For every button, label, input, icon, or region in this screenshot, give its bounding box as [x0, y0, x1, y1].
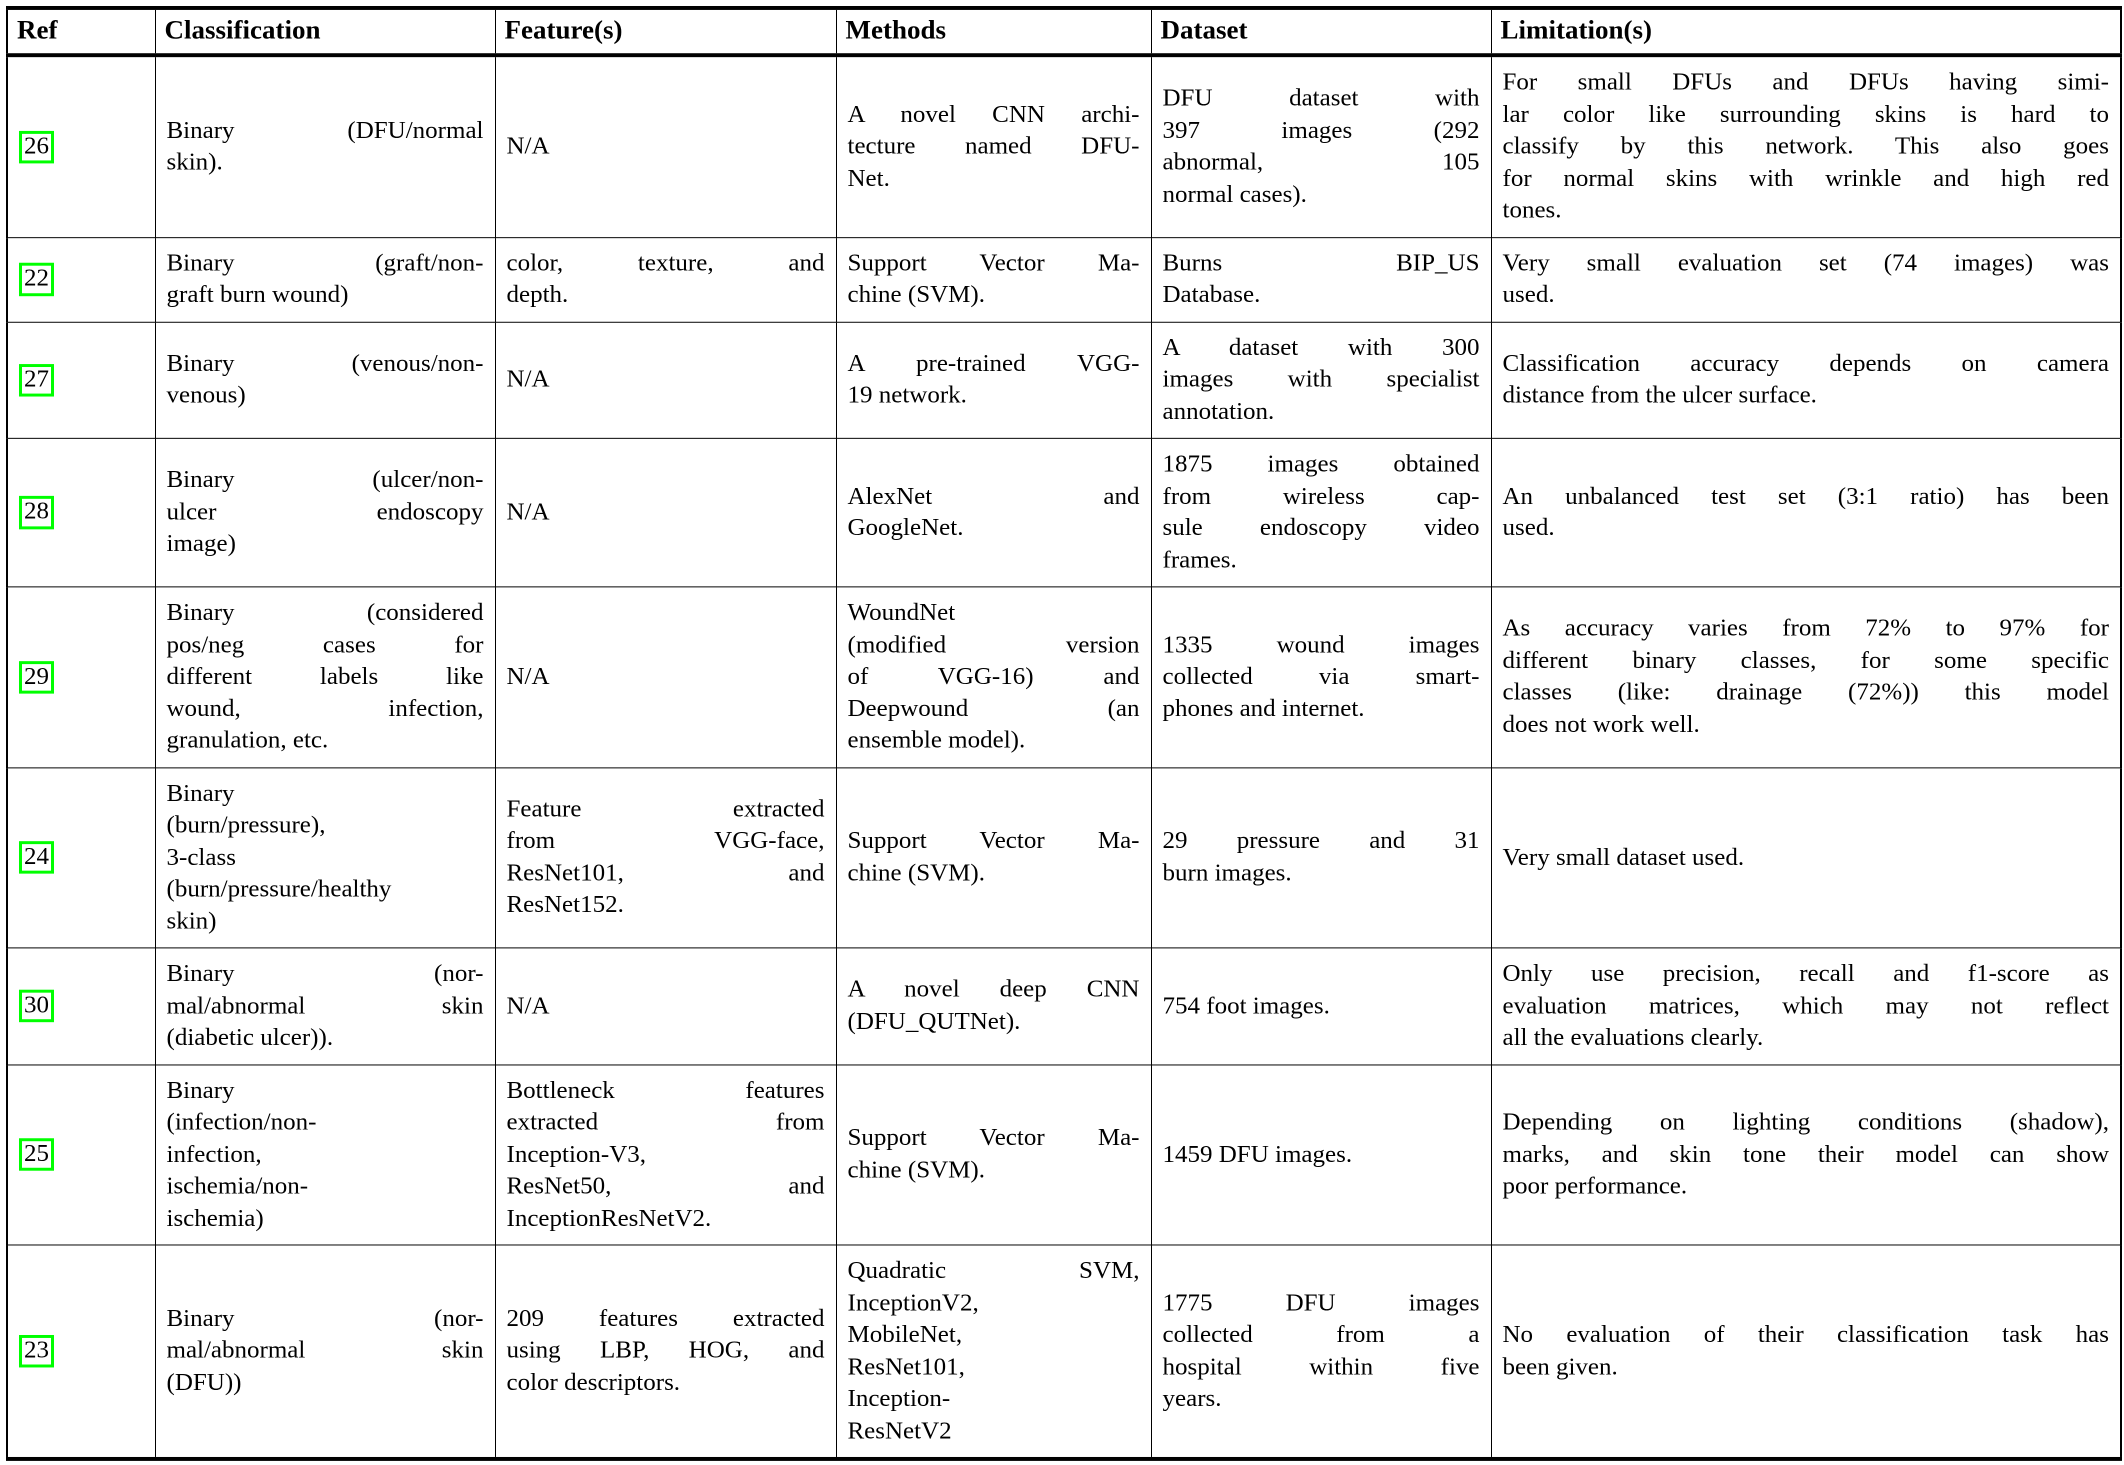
text-line: of VGG-16) and — [847, 663, 1140, 690]
cell-dataset-text — [1163, 826, 1480, 890]
text-line: hospital within five — [1162, 1353, 1480, 1380]
cell-ref — [7, 237, 155, 322]
text-line: been given. — [1502, 1353, 1618, 1380]
text-line: chine (SVM). — [847, 859, 985, 887]
cell-classification-text — [167, 348, 484, 412]
text-line: 3-class — [166, 843, 236, 871]
cell-classification-text — [167, 1075, 484, 1235]
cell-classification — [155, 1245, 495, 1459]
cell-limitations-text — [1503, 958, 2110, 1054]
column-header-limitations: Limitation(s) — [1491, 8, 2121, 55]
cell-features-text — [507, 794, 825, 922]
text-line: A dataset with 300 — [1162, 334, 1480, 361]
cell-classification-text — [167, 465, 484, 561]
text-line: phones and internet. — [1162, 695, 1365, 722]
cell-methods-text — [848, 597, 1140, 757]
text-line: N/A — [506, 132, 550, 160]
text-line: wound, infection, — [166, 695, 484, 722]
text-line: N/A — [506, 663, 550, 690]
text-line: Burns BIP_US — [1162, 249, 1480, 277]
text-line: skin) — [166, 907, 217, 935]
text-line: images with specialist — [1162, 366, 1480, 393]
text-line: Binary (considered — [166, 599, 484, 626]
cell-limitations-text — [1503, 248, 2110, 312]
cell-classification — [155, 1065, 495, 1246]
text-line: InceptionResNetV2. — [506, 1204, 712, 1232]
cell-features-text — [507, 1303, 825, 1399]
text-line: Binary (nor- — [166, 960, 484, 987]
text-line: ResNet101, — [847, 1353, 965, 1380]
text-line: lar color like surrounding skins is hard to — [1502, 101, 2109, 128]
column-header-features: Feature(s) — [495, 8, 836, 55]
cell-methods — [836, 587, 1151, 768]
text-line: from wireless cap- — [1162, 482, 1480, 510]
text-line: An unbalanced test set (3:1 ratio) has been — [1502, 482, 2109, 510]
cell-dataset — [1151, 767, 1491, 948]
cell-limitations-text — [1503, 1319, 2110, 1383]
cell-limitations-text — [1503, 481, 2110, 545]
cell-features-text — [507, 131, 825, 163]
text-line: image) — [166, 530, 236, 558]
cell-methods-text — [848, 1123, 1140, 1187]
cell-classification — [155, 322, 495, 439]
citation-link[interactable]: 25 — [19, 1138, 54, 1171]
text-line: ResNet101, and — [506, 859, 825, 887]
cell-limitations — [1491, 237, 2121, 322]
text-line: 397 images (292 — [1162, 117, 1480, 144]
cell-methods — [836, 1245, 1151, 1459]
citation-link[interactable]: 30 — [19, 990, 54, 1023]
text-line: 29 pressure and 31 — [1162, 827, 1480, 855]
text-line: graft burn wound) — [166, 281, 349, 309]
text-line: collected via smart- — [1162, 663, 1480, 690]
text-line: N/A — [506, 992, 550, 1019]
text-line: (DFU_QUTNet). — [847, 1008, 1021, 1035]
text-line: for normal skins with wrinkle and high red — [1502, 164, 2109, 192]
cell-features — [495, 767, 836, 948]
cell-ref — [7, 767, 155, 948]
text-line: 1335 wound images — [1162, 631, 1480, 658]
text-line: Classification accuracy depends on camera — [1502, 350, 2109, 377]
text-line: Database. — [1162, 281, 1261, 309]
text-line: N/A — [506, 498, 550, 526]
cell-methods — [836, 237, 1151, 322]
text-line: extracted from — [506, 1108, 825, 1136]
text-line: Inception- — [847, 1385, 951, 1412]
cell-classification-text — [167, 778, 484, 938]
text-line: burn images. — [1162, 859, 1292, 887]
cell-methods — [836, 948, 1151, 1065]
text-line: Support Vector Ma- — [847, 827, 1140, 855]
cell-dataset-text — [1163, 990, 1480, 1022]
cell-classification — [155, 438, 495, 587]
text-line: Binary (ulcer/non- — [166, 466, 484, 494]
cell-classification-text — [167, 248, 484, 312]
cell-ref — [7, 948, 155, 1065]
text-line: Binary (venous/non- — [166, 350, 484, 377]
cell-features-text — [507, 248, 825, 312]
table-row — [7, 237, 2121, 322]
cell-dataset-text — [1163, 449, 1480, 577]
citation-link[interactable]: 24 — [19, 841, 54, 874]
cell-dataset — [1151, 1245, 1491, 1459]
text-line: Very small evaluation set (74 images) was — [1502, 249, 2109, 277]
text-line: Binary (DFU/normal — [166, 117, 484, 144]
text-line: Only use precision, recall and f1-score as — [1502, 960, 2109, 987]
cell-features-text — [507, 661, 825, 693]
cell-dataset — [1151, 438, 1491, 587]
cell-limitations — [1491, 55, 2121, 237]
text-line: Feature extracted — [506, 795, 825, 823]
text-line: classes (like: drainage (72%)) this model — [1502, 679, 2109, 706]
cell-methods — [836, 767, 1151, 948]
text-line: No evaluation of their classification task has — [1502, 1321, 2109, 1348]
cell-ref — [7, 1065, 155, 1246]
cell-limitations-text — [1503, 842, 2110, 874]
text-line: WoundNet — [847, 599, 956, 626]
column-header-classification: Classification — [155, 8, 495, 55]
text-line: pos/neg cases for — [166, 631, 484, 658]
text-line: Binary — [166, 779, 235, 807]
table-row — [7, 767, 2121, 948]
cell-features — [495, 587, 836, 768]
header-row — [7, 8, 2121, 55]
table-row — [7, 1065, 2121, 1246]
text-line: annotation. — [1162, 398, 1275, 425]
table-row — [7, 587, 2121, 768]
text-line: Bottleneck features — [506, 1076, 825, 1104]
text-line: 19 network. — [847, 382, 967, 409]
citation-link[interactable]: 22 — [19, 263, 54, 296]
text-line: 1875 images obtained — [1162, 450, 1480, 478]
cell-dataset — [1151, 587, 1491, 768]
text-line: MobileNet, — [847, 1321, 963, 1348]
cell-features — [495, 55, 836, 237]
cell-features — [495, 322, 836, 439]
column-header-methods: Methods — [836, 8, 1151, 55]
cell-features-text — [507, 990, 825, 1022]
cell-features — [495, 438, 836, 587]
cell-dataset — [1151, 55, 1491, 237]
text-line: normal cases). — [1162, 180, 1307, 208]
citation-link[interactable]: 26 — [19, 131, 54, 164]
text-line: ResNet50, and — [506, 1172, 825, 1200]
cell-ref — [7, 1245, 155, 1459]
cell-dataset-text — [1163, 629, 1480, 725]
text-line: from VGG-face, — [506, 827, 825, 855]
text-line: Binary — [166, 1076, 235, 1104]
text-line: Net. — [847, 164, 890, 192]
cell-methods — [836, 1065, 1151, 1246]
text-line: mal/abnormal skin — [166, 992, 484, 1019]
text-line: using LBP, HOG, and — [506, 1337, 825, 1364]
citation-link[interactable]: 23 — [19, 1335, 54, 1368]
text-line: ResNet152. — [506, 891, 624, 919]
text-line: infection, — [166, 1140, 262, 1168]
text-line: ischemia) — [166, 1204, 264, 1232]
text-line: used. — [1502, 514, 1555, 542]
text-line: InceptionV2, — [847, 1289, 979, 1316]
text-line: ResNetV2 — [847, 1417, 952, 1444]
cell-classification-text — [167, 958, 484, 1054]
cell-limitations — [1491, 438, 2121, 587]
cell-ref — [7, 438, 155, 587]
cell-features — [495, 237, 836, 322]
cell-dataset-text — [1163, 1139, 1480, 1171]
text-line: As accuracy varies from 72% to 97% for — [1502, 615, 2109, 642]
text-line: Deepwound (an — [847, 695, 1140, 722]
cell-features — [495, 948, 836, 1065]
cell-dataset-text — [1163, 83, 1480, 211]
text-line: tones. — [1502, 196, 1562, 224]
cell-classification-text — [167, 115, 484, 179]
cell-dataset — [1151, 237, 1491, 322]
cell-dataset — [1151, 322, 1491, 439]
text-line: years. — [1162, 1385, 1222, 1412]
cell-dataset-text — [1163, 332, 1480, 428]
text-line: mal/abnormal skin — [166, 1337, 484, 1364]
text-line: (burn/pressure/healthy — [166, 875, 392, 903]
text-line: N/A — [506, 366, 550, 393]
text-line: tecture named DFU- — [847, 132, 1140, 160]
cell-methods-text — [848, 974, 1140, 1038]
text-line: distance from the ulcer surface. — [1502, 382, 1817, 409]
cell-ref — [7, 587, 155, 768]
text-line: Depending on lighting conditions (shadow), — [1502, 1108, 2109, 1136]
table-row — [7, 322, 2121, 439]
cell-methods-text — [848, 99, 1140, 195]
citation-link[interactable]: 28 — [19, 496, 54, 529]
text-line: skin). — [166, 148, 223, 176]
cell-limitations — [1491, 1245, 2121, 1459]
cell-methods-text — [848, 348, 1140, 412]
cell-limitations — [1491, 1065, 2121, 1246]
text-line: (DFU)) — [166, 1369, 242, 1396]
cell-classification — [155, 237, 495, 322]
text-line: different labels like — [166, 663, 484, 690]
text-line: 209 features extracted — [506, 1305, 825, 1332]
cell-limitations — [1491, 322, 2121, 439]
column-header-ref: Ref — [7, 8, 155, 55]
text-line: frames. — [1162, 546, 1237, 574]
cell-methods-text — [848, 481, 1140, 545]
table-row — [7, 438, 2121, 587]
text-line: all the evaluations clearly. — [1502, 1024, 1764, 1051]
text-line: ulcer endoscopy — [166, 498, 484, 526]
cell-features-text — [507, 364, 825, 396]
cell-limitations-text — [1503, 1107, 2110, 1203]
text-line: marks, and skin tone their model can show — [1502, 1140, 2109, 1168]
text-line: abnormal, 105 — [1162, 148, 1480, 176]
text-line: different binary classes, for some specific — [1502, 647, 2109, 674]
table-body — [7, 55, 2121, 1459]
table-row — [7, 55, 2121, 237]
text-line: AlexNet and — [847, 482, 1140, 510]
text-line: A pre-trained VGG- — [847, 350, 1140, 377]
citation-link[interactable]: 29 — [19, 661, 54, 694]
text-line: ensemble model). — [847, 727, 1026, 754]
text-line: does not work well. — [1502, 711, 1700, 738]
cell-methods-text — [848, 248, 1140, 312]
text-line: venous) — [166, 382, 246, 409]
text-line: Very small dataset used. — [1502, 843, 1745, 871]
text-line: evaluation matrices, which may not reflect — [1502, 992, 2109, 1019]
text-line: Inception-V3, — [506, 1140, 647, 1168]
text-line: poor performance. — [1502, 1172, 1688, 1200]
text-line: 1775 DFU images — [1162, 1289, 1480, 1316]
cell-ref — [7, 322, 155, 439]
text-line: 1459 DFU images. — [1162, 1140, 1353, 1168]
text-line: used. — [1502, 281, 1555, 309]
text-line: granulation, etc. — [166, 727, 329, 754]
text-line: (modified version — [847, 631, 1140, 658]
citation-link[interactable]: 27 — [19, 364, 54, 397]
text-line: A novel deep CNN — [847, 976, 1140, 1003]
cell-limitations — [1491, 948, 2121, 1065]
text-line: classify by this network. This also goes — [1502, 132, 2109, 160]
cell-classification-text — [167, 597, 484, 757]
text-line: ischemia/non- — [166, 1172, 309, 1200]
cell-limitations-text — [1503, 348, 2110, 412]
cell-classification-text — [167, 1303, 484, 1399]
text-line: Support Vector Ma- — [847, 1124, 1140, 1152]
text-line: (diabetic ulcer)). — [166, 1024, 334, 1051]
cell-limitations — [1491, 767, 2121, 948]
cell-classification — [155, 948, 495, 1065]
comparison-table — [6, 6, 2122, 1461]
cell-limitations-text — [1503, 67, 2110, 227]
cell-classification — [155, 587, 495, 768]
text-line: DFU dataset with — [1162, 85, 1480, 112]
text-line: depth. — [506, 281, 569, 309]
cell-classification — [155, 767, 495, 948]
table-header — [7, 8, 2121, 55]
text-line: GoogleNet. — [847, 514, 964, 542]
cell-features-text — [507, 1075, 825, 1235]
cell-features — [495, 1065, 836, 1246]
column-header-dataset: Dataset — [1151, 8, 1491, 55]
text-line: chine (SVM). — [847, 281, 985, 309]
text-line: Binary (graft/non- — [166, 249, 484, 277]
cell-ref — [7, 55, 155, 237]
cell-limitations — [1491, 587, 2121, 768]
table-row — [7, 1245, 2121, 1459]
text-line: (burn/pressure), — [166, 811, 326, 839]
text-line: sule endoscopy video — [1162, 514, 1480, 542]
text-line: chine (SVM). — [847, 1156, 985, 1184]
text-line: For small DFUs and DFUs having simi- — [1502, 69, 2109, 96]
cell-features — [495, 1245, 836, 1459]
text-line: Support Vector Ma- — [847, 249, 1140, 277]
table-row — [7, 948, 2121, 1065]
cell-methods-text — [848, 826, 1140, 890]
text-line: color descriptors. — [506, 1369, 681, 1396]
cell-dataset-text — [1163, 248, 1480, 312]
cell-dataset — [1151, 948, 1491, 1065]
text-line: Quadratic SVM, — [847, 1257, 1140, 1284]
cell-dataset-text — [1163, 1287, 1480, 1415]
text-line: 754 foot images. — [1162, 992, 1330, 1019]
cell-methods — [836, 438, 1151, 587]
cell-methods — [836, 322, 1151, 439]
cell-methods-text — [848, 1255, 1140, 1447]
cell-features-text — [507, 497, 825, 529]
text-line: (infection/non- — [166, 1108, 317, 1136]
text-line: collected from a — [1162, 1321, 1480, 1348]
cell-dataset — [1151, 1065, 1491, 1246]
cell-methods — [836, 55, 1151, 237]
cell-classification — [155, 55, 495, 237]
text-line: A novel CNN archi- — [847, 101, 1140, 128]
cell-limitations-text — [1503, 613, 2110, 741]
text-line: color, texture, and — [506, 249, 825, 277]
text-line: Binary (nor- — [166, 1305, 484, 1332]
